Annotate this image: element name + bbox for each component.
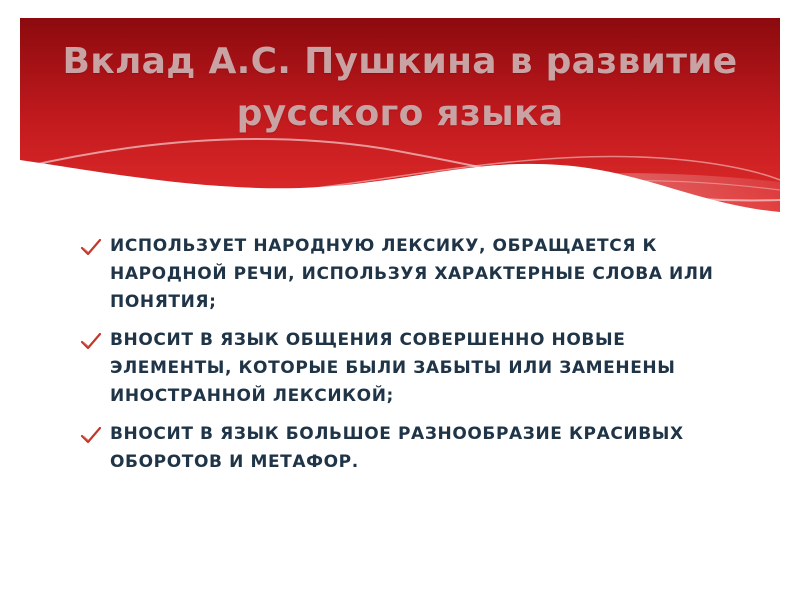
- bullet-item: [80, 326, 730, 410]
- header-sheen: [420, 173, 780, 212]
- bullet-list: [80, 232, 730, 486]
- bullet-item: [80, 232, 730, 316]
- bullet-text: ВНОСИТ В ЯЗЫК ОБЩЕНИЯ СОВЕРШЕННО НОВЫЕ ЭЛЕМЕНТЫ, КОТОРЫЕ БЫЛИ ЗАБЫТЫ ИЛИ ЗАМЕНЕНЫ ИНОСТРАННОЙ ЛЕКСИКОЙ;: [110, 330, 676, 406]
- bullet-item: [80, 420, 730, 476]
- bullet-text: ВНОСИТ В ЯЗЫК БОЛЬШОЕ РАЗНООБРАЗИЕ КРАСИВЫХ ОБОРОТОВ И МЕТАФОР.: [110, 424, 684, 472]
- checkmark-icon: [80, 426, 102, 444]
- checkmark-icon: [80, 238, 102, 256]
- bullet-text: ИСПОЛЬЗУЕТ НАРОДНУЮ ЛЕКСИКУ, ОБРАЩАЕТСЯ К НАРОДНОЙ РЕЧИ, ИСПОЛЬЗУЯ ХАРАКТЕРНЫЕ СЛОВА ИЛИ ПОНЯТИЯ;: [110, 236, 714, 312]
- checkmark-icon: [80, 332, 102, 350]
- slide-title: Вклад А.С. Пушкина в развитие русского языка: [62, 41, 738, 134]
